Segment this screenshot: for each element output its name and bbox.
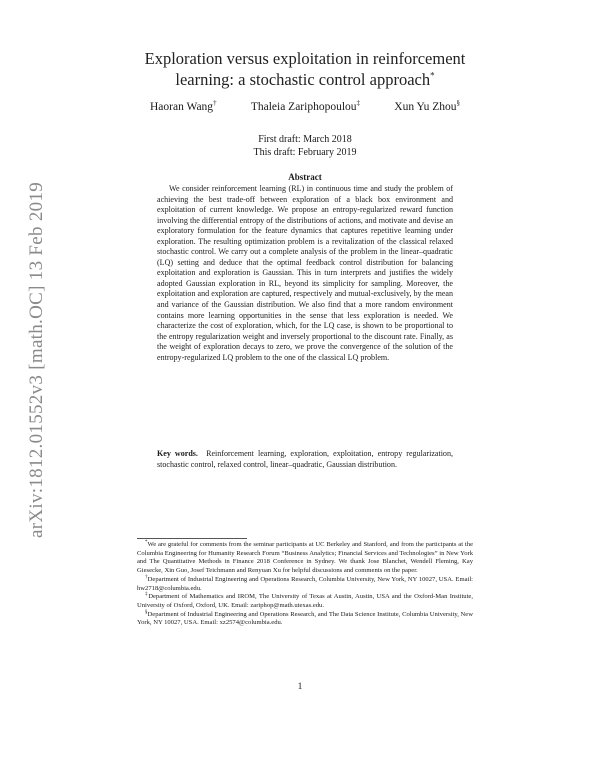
author-zhou: Xun Yu Zhou§ [394,99,460,113]
footnote-acknowledgments: *We are grateful for comments from the seminar participants at UC Berkeley and Stanford, and from the participants at the Columbia Engineering for Humanity Research Forum “Business Analytics; Financial Services and Technologies” in New York and The Quantitative Methods in Finance 2018 Conference in Sydney. We thank Jose Blanchet, Wendell Fleming, Kay Giesecke, Xin Guo, Josef Teichmann and Renyuan Xu for helpful discussions and comments on the paper. [137,539,473,575]
title-line-2: learning: a stochastic control approach [175,70,431,89]
footnote-zhou: §Department of Industrial Engineering and Operations Research, and The Data Science Institute, Columbia University, New York, NY 10027, USA. Email: xz2574@columbia.edu. [137,609,473,627]
title-footnote-mark: * [430,70,435,81]
author-zariphopoulou: Thaleia Zariphopoulou‡ [250,99,361,113]
footnotes [137,541,473,628]
first-draft-date: First draft: March 2018 [258,134,352,145]
page-number: 1 [297,682,303,692]
footnote-zariphopoulou: ‡Department of Mathematics and IROM, The University of Texas at Austin, Austin, USA and the Oxford-Man Institute, University of Oxford, Oxford, UK. Email: zariphop@math.utexas.edu. [137,592,473,609]
keywords-text: Reinforcement learning, exploration, exploitation, entropy regularization, stochastic control, relaxed control, linear–quadratic, Gaussian distribution. [157,449,453,469]
paper-title [120,48,490,90]
author-list [150,101,460,113]
author-wang: Haoran Wang† [150,99,217,113]
footnote-rule [137,538,247,539]
title-line-1: Exploration versus exploitation in reinforcement [144,49,466,68]
footnote-wang: †Department of Industrial Engineering and Operations Research, Columbia University, New York, NY 10027, USA. Email: hw2718@columbia.edu. [137,574,474,592]
this-draft-date: This draft: February 2019 [253,146,357,158]
arxiv-sidebar [0,0,60,776]
keywords-label: Key words. [157,449,198,458]
abstract-heading: Abstract [288,172,322,182]
abstract-body: We consider reinforcement learning (RL) in continuous time and study the problem of achieving the best trade-off between exploration of a black box environment and exploitation of current knowledge. We propose an entropy-regularized reward function involving the differential entropy of the distributions of actions, and motivate and devise an exploratory formulation for the feature dynamics that captures repetitive learning under exploration. The resulting optimization problem is a revitalization of the classical relaxed stochastic control. We carry out a complete analysis of the problem in the linear–quadratic (LQ) setting and deduce that the optimal feedback control distribution for balancing exploitation and exploration is Gaussian. This in turn interprets and justifies the widely adopted Gaussian exploration in RL, beyond its simplicity for sampling. Moreover, the exploitation and exploration are captured, respectively and mutual-exclusively, by the mean and variance of the Gaussian distribution. We also find that a more random environment contains more learning opportunities in the sense that less exploration is needed. We characterize the cost of exploration, which, for the LQ case, is shown to be proportional to the entropy regularization weight and inversely proportional to the discount rate. Finally, as the weight of exploration decays to zero, we prove the convergence of the solution of the entropy-regularized LQ problem to the one of the classical LQ problem. [157,184,453,362]
draft-dates [200,134,410,159]
keywords [157,449,453,470]
arxiv-identifier: arXiv:1812.01552v3 [math.OC] 13 Feb 2019 [26,181,47,538]
